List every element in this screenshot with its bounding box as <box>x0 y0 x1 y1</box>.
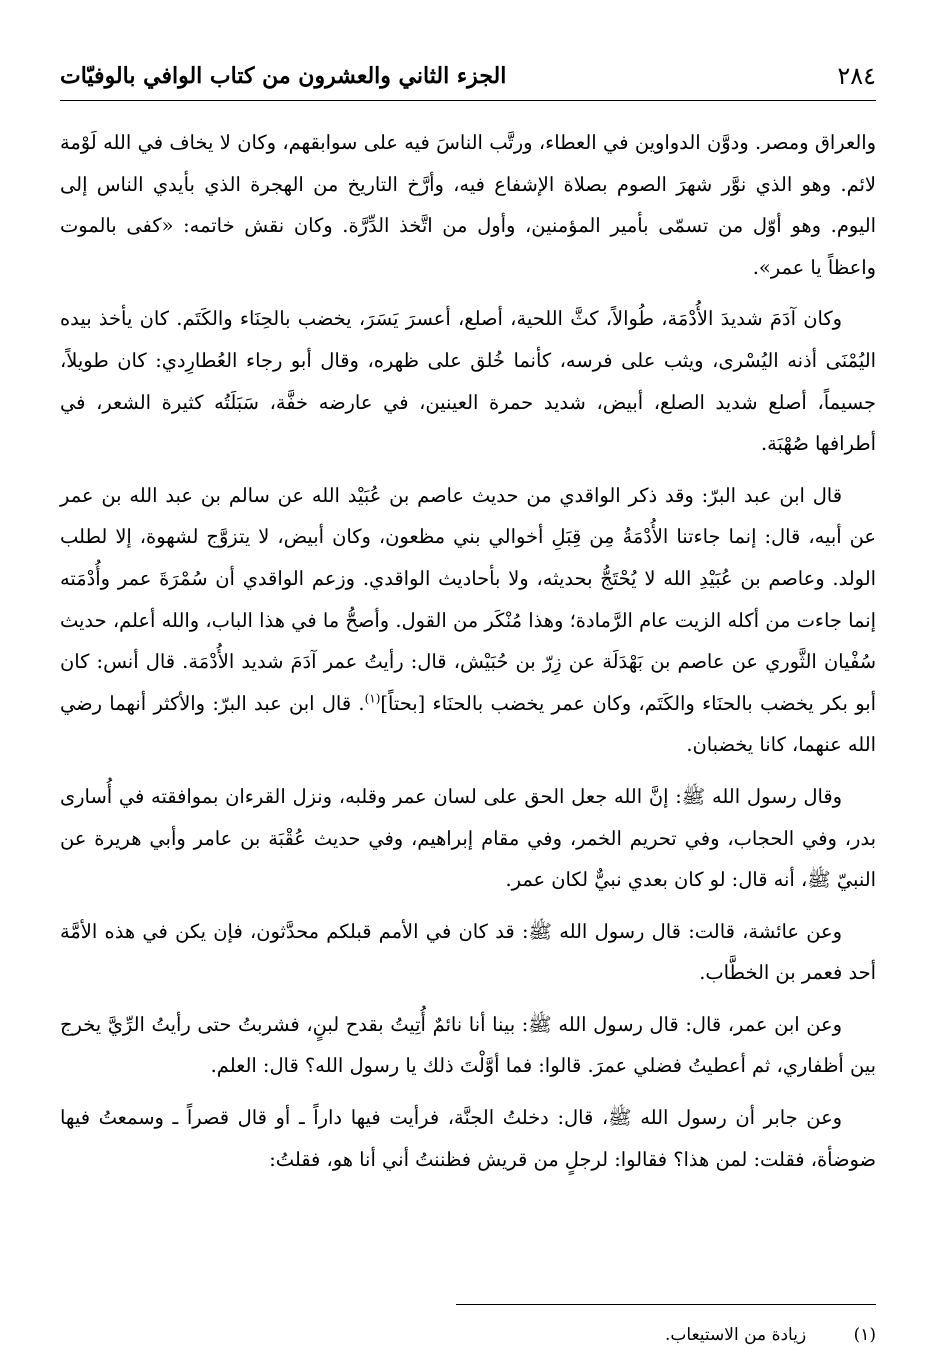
paragraph: وعن عائشة، قالت: قال رسول الله ﷺ: قد كان في الأمم قبلكم محدَّثون، فإن يكن في هذه الأمَّة أحد فعمر بن الخطَّاب. <box>60 919 876 985</box>
paragraph <box>60 475 876 766</box>
footnote-text: زيادة من الاستيعاب. <box>665 1325 807 1345</box>
paragraph: وقال رسول الله ﷺ: إنَّ الله جعل الحق على لسان عمر وقلبه، ونزل القرءان بموافقته في أُسارى بدر، وفي الحجاب، وفي تحريم الخمر، وفي مقام إبراهيم، وفي حديث عُقْبَة بن عامر وأبي هريرة عن النبيّ ﷺ، أنه قال: لو كان بعدي نبيٌّ لكان عمر. <box>60 784 876 892</box>
paragraph: وكان آدَمَ شديدَ الأُدْمَة، طُوالاً، كثَّ اللحية، أصلع، أعسرَ يَسَرَ، يخضب بالحِنَاء والكَتَم. كان يأخذ بيده اليُمْنَى أذنه اليُسْرى، ويثب على فرسه، كأنما خُلق على ظهره، وقال أبو رجاء العُطارِدي: كان طويلاً، جسيماً، أصلع شديد الصلع، أبيض، شديد حمرة العينين، في عارضه خفَّة، سَبَلَتُه كثيرة الشعر، في أطرافها صُهْبَة. <box>60 307 876 456</box>
running-header <box>60 52 876 101</box>
running-title: الجزء الثاني والعشرون من كتاب الوافي بالوفيّات <box>60 63 507 89</box>
footnote-number: (١) <box>853 1325 876 1345</box>
paragraph-body-tail: . قال ابن عبد البرّ: والأكثر أنهما رضي الله عنهما، كانا يخضبان. <box>60 691 876 757</box>
footnote-reference[interactable]: (١) <box>364 691 381 706</box>
paragraph: وعن جابر أن رسول الله ﷺ، قال: دخلتُ الجنَّة، فرأيت فيها داراً ـ أو قال قصراً ـ وسمعتُ فيها ضوضأة، فقلت: لمن هذا؟ فقالوا: لرجلٍ من قريش فظننتُ أني أنا هو، فقلتُ: <box>60 1106 876 1171</box>
paragraph: والعراق ومصر. ودوَّن الدواوين في العطاء، ورتَّب الناسَ فيه على سوابقهم، وكان لا يخاف في الله لَوْمة لائم. وهو الذي نوَّر شهرَ الصوم بصلاة الإشفاع فيه، وأرَّخ التاريخ من الهجرة الذي بأيدي الناس إلى اليوم. وهو أوّل من تسمّى بأمير المؤمنين، وأول من اتَّخذ الدِّرَّة. وكان نقش خاتمه: «كفى بالموت واعظاً يا عمر». <box>60 131 876 279</box>
page-number: ٢٨٤ <box>837 62 876 90</box>
footnote-divider <box>456 1304 876 1305</box>
footnote <box>60 1322 876 1348</box>
paragraph-body: قال ابن عبد البرّ: وقد ذكر الواقدي من حديث عاصم بن عُبَيْد الله عن سالم بن عبد الله بن عمر عن أبيه، قال: إنما جاءتنا الأُدْمَةُ مِن قِبَلِ أخوالي بني مظعون، وكان أبيض، لا يتزوَّج لشهوة، إلا لطلب الولد. وعاصم بن عُبَيْدِ الله لا يُحْتَجُّ بحديثه، ولا بأحاديث الواقدي. وزعم الواقدي أن سُمْرَةَ عمر وأُدْمَته إنما جاءت من أكله الزيت عام الرَّمادة؛ وهذا مُنْكَر من القول. وأصحُّ ما في هذا الباب، والله أعلم، حديث سُفْيان الثَّوري عن عاصم بن بَهْدَلَة عن زِرّ بن حُبَيْش، قال: رأيتُ عمر آدَمَ شديد الأُدْمَة. قال أنس: كان أبو بكر يخضب بالحنَاء والكَتَم، وكان عمر يخضب بالحنَاء [بحتاً] <box>60 483 876 715</box>
paragraph: وعن ابن عمر، قال: قال رسول الله ﷺ: بينا أنا نائمٌ أُتِيتُ بقدح لبنٍ، فشربتُ حتى رأيتُ الرِّيَّ يخرج بين أظفاري، ثم أعطيتُ فضلي عمرَ. قالوا: فما أوَّلْتَ ذلك يا رسول الله؟ قال: العلم. <box>60 1012 876 1078</box>
main-text <box>60 122 876 1190</box>
